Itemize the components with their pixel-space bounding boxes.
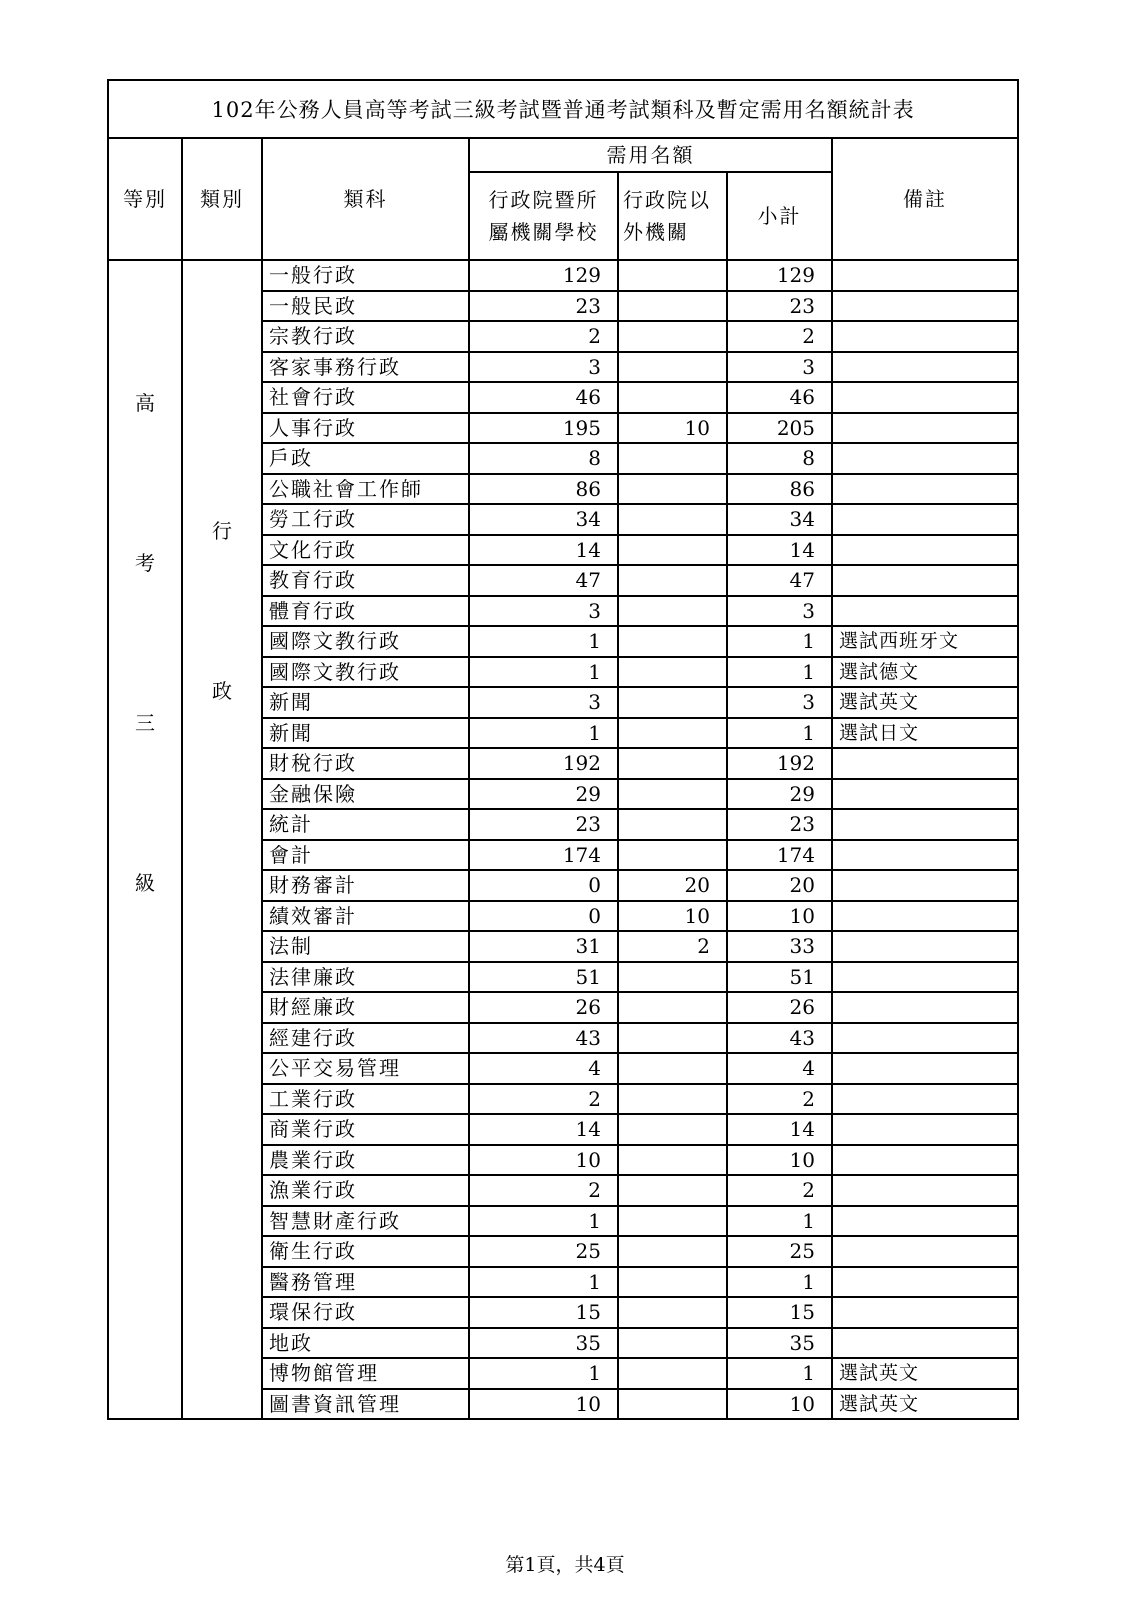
other-quota-cell: [618, 1206, 727, 1237]
subject-cell: 國際文教行政: [262, 657, 469, 688]
exec-quota-cell: 86: [469, 474, 618, 505]
other-quota-cell: [618, 352, 727, 383]
other-quota-cell: [618, 626, 727, 657]
other-quota-cell: [618, 321, 727, 352]
remark-cell: [832, 931, 1018, 962]
exec-quota-cell: 31: [469, 931, 618, 962]
exec-quota-cell: 10: [469, 1145, 618, 1176]
remark-cell: [832, 840, 1018, 871]
remark-cell: [832, 748, 1018, 779]
remark-cell: [832, 1267, 1018, 1298]
header-quota-group: 需用名額: [469, 138, 832, 172]
remark-cell: [832, 443, 1018, 474]
subtotal-cell: 4: [727, 1053, 832, 1084]
other-quota-cell: [618, 962, 727, 993]
other-quota-cell: [618, 260, 727, 291]
remark-cell: [832, 962, 1018, 993]
subtotal-cell: 3: [727, 687, 832, 718]
other-quota-cell: [618, 1236, 727, 1267]
other-quota-cell: [618, 1328, 727, 1359]
other-quota-cell: [618, 535, 727, 566]
subtotal-cell: 2: [727, 1175, 832, 1206]
other-quota-cell: [618, 504, 727, 535]
remark-cell: [832, 1236, 1018, 1267]
subject-cell: 勞工行政: [262, 504, 469, 535]
subject-cell: 圖書資訊管理: [262, 1389, 469, 1420]
other-quota-cell: [618, 992, 727, 1023]
exec-quota-cell: 2: [469, 1175, 618, 1206]
remark-cell: [832, 321, 1018, 352]
subject-cell: 會計: [262, 840, 469, 871]
subtotal-cell: 2: [727, 1084, 832, 1115]
remark-cell: [832, 1206, 1018, 1237]
remark-cell: [832, 352, 1018, 383]
subject-cell: 財務審計: [262, 870, 469, 901]
subtotal-cell: 129: [727, 260, 832, 291]
subtotal-cell: 3: [727, 596, 832, 627]
category-char: 行: [212, 519, 232, 543]
exec-quota-cell: 8: [469, 443, 618, 474]
subject-cell: 漁業行政: [262, 1175, 469, 1206]
exec-quota-cell: 3: [469, 352, 618, 383]
header-other-agencies: [618, 172, 727, 260]
other-quota-cell: 10: [618, 413, 727, 444]
subtotal-cell: 1: [727, 1358, 832, 1389]
other-quota-cell: [618, 1267, 727, 1298]
grade-char: 考: [135, 551, 155, 575]
remark-cell: [832, 413, 1018, 444]
remark-cell: [832, 1023, 1018, 1054]
exec-quota-cell: 1: [469, 1267, 618, 1298]
exec-quota-cell: 26: [469, 992, 618, 1023]
remark-cell: [832, 992, 1018, 1023]
exec-quota-cell: 4: [469, 1053, 618, 1084]
statistics-sheet: [107, 79, 1017, 1420]
subject-cell: 宗教行政: [262, 321, 469, 352]
subject-cell: 人事行政: [262, 413, 469, 444]
subtotal-cell: 86: [727, 474, 832, 505]
subject-cell: 國際文教行政: [262, 626, 469, 657]
table-row: [108, 260, 1018, 291]
subtotal-cell: 1: [727, 1206, 832, 1237]
subject-cell: 體育行政: [262, 596, 469, 627]
subject-cell: 地政: [262, 1328, 469, 1359]
other-quota-cell: [618, 718, 727, 749]
exec-quota-cell: 23: [469, 809, 618, 840]
subject-cell: 文化行政: [262, 535, 469, 566]
subtotal-cell: 29: [727, 779, 832, 810]
remark-cell: 選試西班牙文: [832, 626, 1018, 657]
header-exec-line2: 屬機關學校: [488, 220, 599, 244]
exec-quota-cell: 1: [469, 1358, 618, 1389]
subject-cell: 智慧財產行政: [262, 1206, 469, 1237]
subtotal-cell: 1: [727, 1267, 832, 1298]
header-subtotal: 小計: [727, 172, 832, 260]
subtotal-cell: 33: [727, 931, 832, 962]
exec-quota-cell: 2: [469, 1084, 618, 1115]
subject-cell: 財經廉政: [262, 992, 469, 1023]
subtotal-cell: 20: [727, 870, 832, 901]
other-quota-cell: [618, 474, 727, 505]
category-cell: [182, 260, 262, 1419]
remark-cell: [832, 596, 1018, 627]
other-quota-cell: [618, 565, 727, 596]
remark-cell: [832, 809, 1018, 840]
other-quota-cell: [618, 748, 727, 779]
remark-cell: [832, 474, 1018, 505]
remark-cell: [832, 382, 1018, 413]
exec-quota-cell: 34: [469, 504, 618, 535]
exec-quota-cell: 23: [469, 291, 618, 322]
other-quota-cell: [618, 1053, 727, 1084]
other-quota-cell: [618, 809, 727, 840]
subtotal-cell: 25: [727, 1236, 832, 1267]
subtotal-cell: 46: [727, 382, 832, 413]
exec-quota-cell: 195: [469, 413, 618, 444]
exec-quota-cell: 25: [469, 1236, 618, 1267]
remark-cell: [832, 901, 1018, 932]
table-title: 102年公務人員高等考試三級考試暨普通考試類科及暫定需用名額統計表: [108, 80, 1018, 138]
grade-char: 三: [135, 711, 155, 735]
grade-char: 級: [135, 871, 155, 895]
subject-cell: 教育行政: [262, 565, 469, 596]
other-quota-cell: [618, 1114, 727, 1145]
other-quota-cell: [618, 1297, 727, 1328]
remark-cell: 選試德文: [832, 657, 1018, 688]
other-quota-cell: 2: [618, 931, 727, 962]
exec-quota-cell: 0: [469, 870, 618, 901]
other-quota-cell: [618, 657, 727, 688]
other-quota-cell: [618, 1389, 727, 1420]
subtotal-cell: 47: [727, 565, 832, 596]
exec-quota-cell: 14: [469, 1114, 618, 1145]
header-other-line1: 行政院以: [623, 188, 711, 212]
subtotal-cell: 10: [727, 1389, 832, 1420]
subject-cell: 新聞: [262, 687, 469, 718]
subtotal-cell: 23: [727, 809, 832, 840]
subtotal-cell: 14: [727, 535, 832, 566]
page-footer: 第1頁，共4頁: [505, 1554, 625, 1576]
remark-cell: [832, 1084, 1018, 1115]
subject-cell: 法律廉政: [262, 962, 469, 993]
other-quota-cell: [618, 1084, 727, 1115]
exec-quota-cell: 46: [469, 382, 618, 413]
remark-cell: [832, 870, 1018, 901]
exec-quota-cell: 10: [469, 1389, 618, 1420]
exec-quota-cell: 51: [469, 962, 618, 993]
header-exec-line1: 行政院暨所: [488, 188, 599, 212]
subject-cell: 環保行政: [262, 1297, 469, 1328]
subject-cell: 財稅行政: [262, 748, 469, 779]
remark-cell: [832, 779, 1018, 810]
subject-cell: 醫務管理: [262, 1267, 469, 1298]
exec-quota-cell: 43: [469, 1023, 618, 1054]
subtotal-cell: 10: [727, 1145, 832, 1176]
quota-table: [107, 79, 1019, 1420]
remark-cell: [832, 1328, 1018, 1359]
other-quota-cell: [618, 596, 727, 627]
remark-cell: [832, 1114, 1018, 1145]
subtotal-cell: 1: [727, 718, 832, 749]
subject-cell: 博物館管理: [262, 1358, 469, 1389]
header-category: 類別: [182, 138, 262, 260]
other-quota-cell: [618, 382, 727, 413]
subtotal-cell: 3: [727, 352, 832, 383]
subtotal-cell: 26: [727, 992, 832, 1023]
other-quota-cell: 20: [618, 870, 727, 901]
other-quota-cell: [618, 687, 727, 718]
remark-cell: 選試英文: [832, 687, 1018, 718]
remark-cell: [832, 535, 1018, 566]
remark-cell: [832, 260, 1018, 291]
category-char: 政: [212, 679, 232, 703]
subject-cell: 經建行政: [262, 1023, 469, 1054]
table-body: [108, 260, 1018, 1419]
remark-cell: [832, 1053, 1018, 1084]
remark-cell: [832, 1175, 1018, 1206]
exec-quota-cell: 3: [469, 687, 618, 718]
other-quota-cell: [618, 840, 727, 871]
remark-cell: 選試英文: [832, 1389, 1018, 1420]
exec-quota-cell: 47: [469, 565, 618, 596]
subject-cell: 績效審計: [262, 901, 469, 932]
exec-quota-cell: 3: [469, 596, 618, 627]
subtotal-cell: 51: [727, 962, 832, 993]
exec-quota-cell: 29: [469, 779, 618, 810]
exec-quota-cell: 1: [469, 1206, 618, 1237]
subject-cell: 公平交易管理: [262, 1053, 469, 1084]
exec-quota-cell: 1: [469, 626, 618, 657]
header-exec-yuan: [469, 172, 618, 260]
subtotal-cell: 1: [727, 657, 832, 688]
subject-cell: 工業行政: [262, 1084, 469, 1115]
subtotal-cell: 23: [727, 291, 832, 322]
subtotal-cell: 174: [727, 840, 832, 871]
subject-cell: 新聞: [262, 718, 469, 749]
subtotal-cell: 205: [727, 413, 832, 444]
other-quota-cell: [618, 291, 727, 322]
subtotal-cell: 43: [727, 1023, 832, 1054]
subtotal-cell: 15: [727, 1297, 832, 1328]
subject-cell: 金融保險: [262, 779, 469, 810]
header-subject: 類科: [262, 138, 469, 260]
exec-quota-cell: 174: [469, 840, 618, 871]
subtotal-cell: 10: [727, 901, 832, 932]
subject-cell: 社會行政: [262, 382, 469, 413]
subtotal-cell: 1: [727, 626, 832, 657]
exec-quota-cell: 15: [469, 1297, 618, 1328]
header-remarks: 備註: [832, 138, 1018, 260]
remark-cell: [832, 1297, 1018, 1328]
subject-cell: 農業行政: [262, 1145, 469, 1176]
subject-cell: 戶政: [262, 443, 469, 474]
exec-quota-cell: 0: [469, 901, 618, 932]
other-quota-cell: [618, 1145, 727, 1176]
subtotal-cell: 34: [727, 504, 832, 535]
subject-cell: 一般行政: [262, 260, 469, 291]
subtotal-cell: 2: [727, 321, 832, 352]
remark-cell: [832, 504, 1018, 535]
exec-quota-cell: 192: [469, 748, 618, 779]
exec-quota-cell: 129: [469, 260, 618, 291]
other-quota-cell: [618, 1023, 727, 1054]
exec-quota-cell: 35: [469, 1328, 618, 1359]
grade-char: 高: [135, 391, 155, 415]
subject-cell: 法制: [262, 931, 469, 962]
exec-quota-cell: 1: [469, 718, 618, 749]
other-quota-cell: [618, 1175, 727, 1206]
subject-cell: 商業行政: [262, 1114, 469, 1145]
remark-cell: [832, 1145, 1018, 1176]
header-grade: 等別: [108, 138, 182, 260]
remark-cell: 選試日文: [832, 718, 1018, 749]
other-quota-cell: 10: [618, 901, 727, 932]
subject-cell: 統計: [262, 809, 469, 840]
remark-cell: 選試英文: [832, 1358, 1018, 1389]
subtotal-cell: 8: [727, 443, 832, 474]
subtotal-cell: 192: [727, 748, 832, 779]
other-quota-cell: [618, 443, 727, 474]
subject-cell: 衛生行政: [262, 1236, 469, 1267]
exec-quota-cell: 2: [469, 321, 618, 352]
other-quota-cell: [618, 1358, 727, 1389]
other-quota-cell: [618, 779, 727, 810]
subject-cell: 一般民政: [262, 291, 469, 322]
exec-quota-cell: 1: [469, 657, 618, 688]
grade-cell: [108, 260, 182, 1419]
subtotal-cell: 14: [727, 1114, 832, 1145]
remark-cell: [832, 291, 1018, 322]
subject-cell: 客家事務行政: [262, 352, 469, 383]
exec-quota-cell: 14: [469, 535, 618, 566]
subtotal-cell: 35: [727, 1328, 832, 1359]
subject-cell: 公職社會工作師: [262, 474, 469, 505]
remark-cell: [832, 565, 1018, 596]
header-other-line2: 外機關: [623, 220, 689, 244]
